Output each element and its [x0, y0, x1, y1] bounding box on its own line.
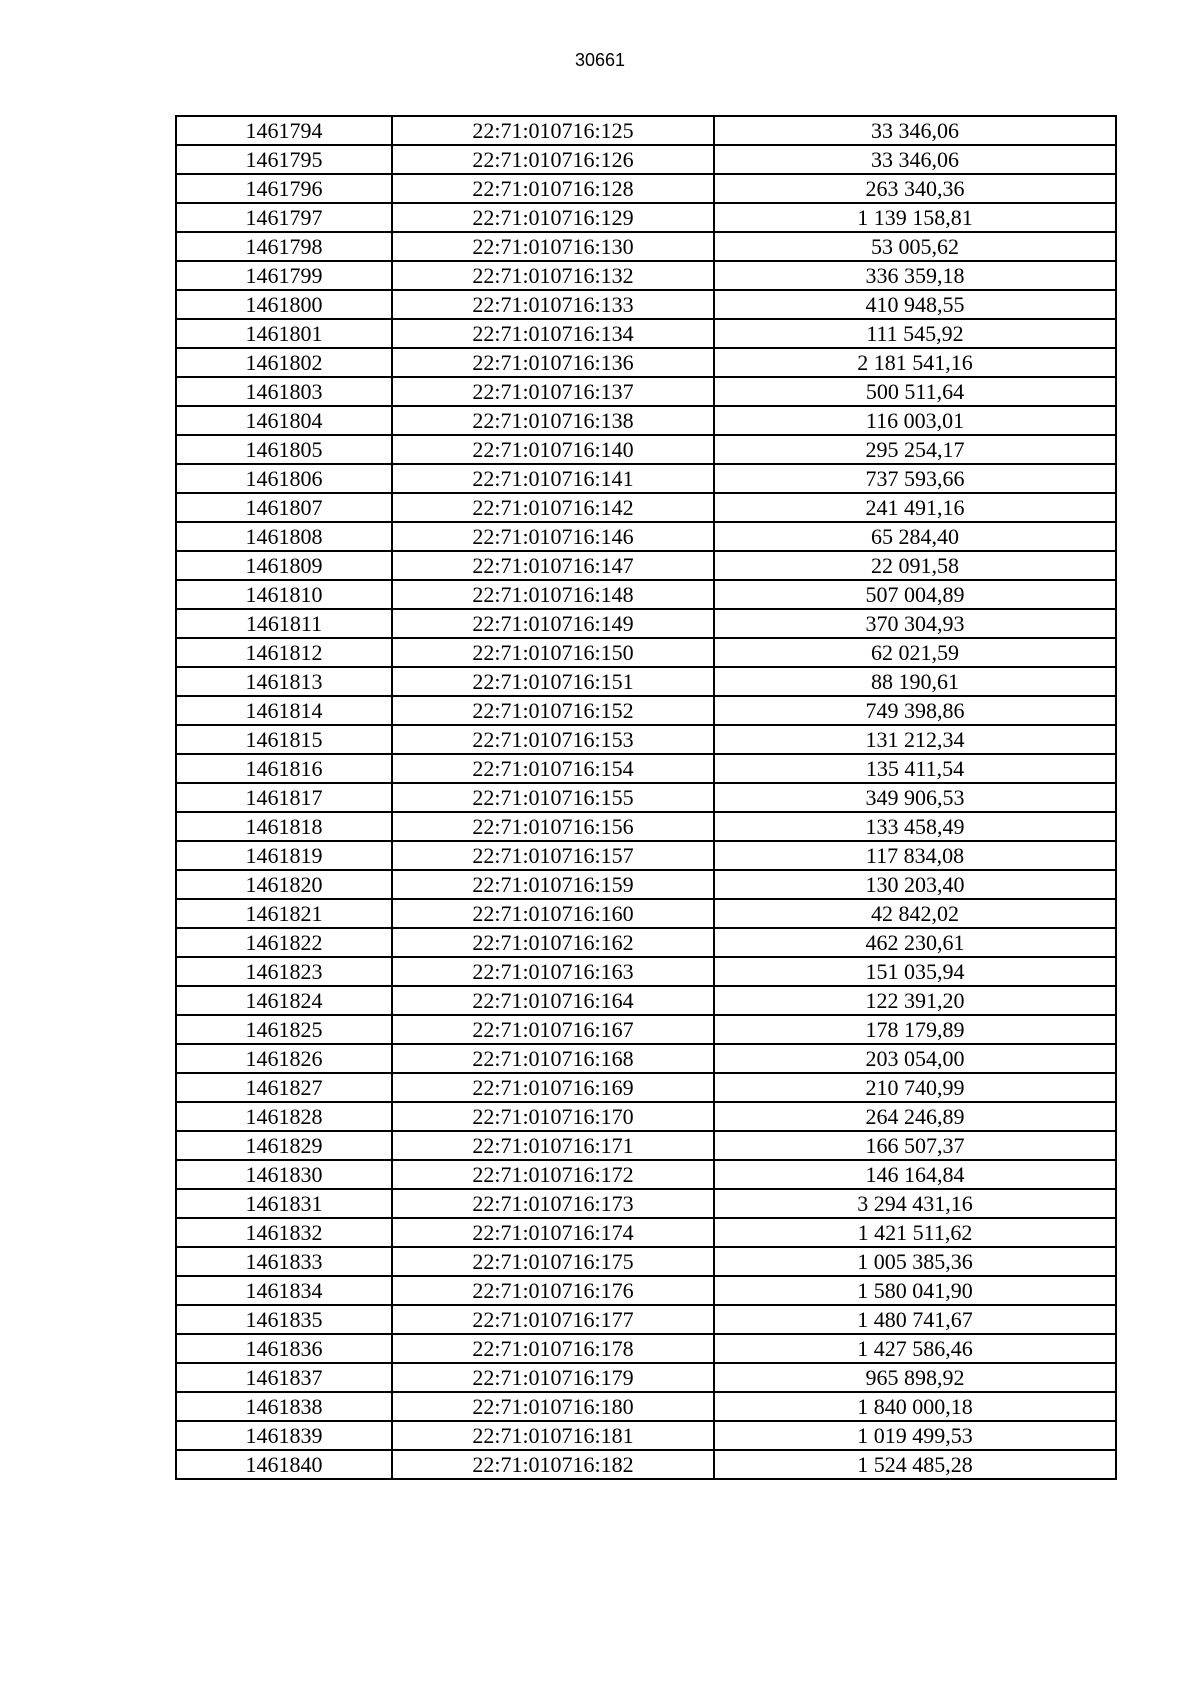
- cadastral-number-cell: 22:71:010716:174: [392, 1218, 714, 1247]
- row-number-cell: 1461828: [176, 1102, 392, 1131]
- value-cell: 178 179,89: [714, 1015, 1116, 1044]
- cadastral-number-cell: 22:71:010716:140: [392, 435, 714, 464]
- table-row: [176, 1073, 1116, 1102]
- cadastral-number-cell: 22:71:010716:162: [392, 928, 714, 957]
- value-cell: 53 005,62: [714, 232, 1116, 261]
- row-number-cell: 1461820: [176, 870, 392, 899]
- row-number-cell: 1461823: [176, 957, 392, 986]
- row-number-cell: 1461839: [176, 1421, 392, 1450]
- row-number-cell: 1461829: [176, 1131, 392, 1160]
- row-number-cell: 1461827: [176, 1073, 392, 1102]
- cadastral-number-cell: 22:71:010716:126: [392, 145, 714, 174]
- value-cell: 111 545,92: [714, 319, 1116, 348]
- cadastral-number-cell: 22:71:010716:153: [392, 725, 714, 754]
- row-number-cell: 1461815: [176, 725, 392, 754]
- cadastral-number-cell: 22:71:010716:142: [392, 493, 714, 522]
- table-body: [176, 116, 1116, 1479]
- value-cell: 1 480 741,67: [714, 1305, 1116, 1334]
- cadastral-number-cell: 22:71:010716:129: [392, 203, 714, 232]
- table-row: [176, 1305, 1116, 1334]
- cadastral-number-cell: 22:71:010716:147: [392, 551, 714, 580]
- table-row: [176, 1450, 1116, 1479]
- row-number-cell: 1461804: [176, 406, 392, 435]
- cadastral-number-cell: 22:71:010716:138: [392, 406, 714, 435]
- table-row: [176, 1392, 1116, 1421]
- table-row: [176, 203, 1116, 232]
- table-row: [176, 1189, 1116, 1218]
- table-row: [176, 783, 1116, 812]
- row-number-cell: 1461838: [176, 1392, 392, 1421]
- cadastral-number-cell: 22:71:010716:128: [392, 174, 714, 203]
- row-number-cell: 1461812: [176, 638, 392, 667]
- table-row: [176, 667, 1116, 696]
- value-cell: 500 511,64: [714, 377, 1116, 406]
- cadastral-number-cell: 22:71:010716:156: [392, 812, 714, 841]
- table-row: [176, 899, 1116, 928]
- cadastral-number-cell: 22:71:010716:130: [392, 232, 714, 261]
- table-row: [176, 406, 1116, 435]
- cadastral-number-cell: 22:71:010716:167: [392, 1015, 714, 1044]
- value-cell: 264 246,89: [714, 1102, 1116, 1131]
- row-number-cell: 1461831: [176, 1189, 392, 1218]
- value-cell: 349 906,53: [714, 783, 1116, 812]
- table-row: [176, 522, 1116, 551]
- row-number-cell: 1461824: [176, 986, 392, 1015]
- value-cell: 241 491,16: [714, 493, 1116, 522]
- cadastral-number-cell: 22:71:010716:137: [392, 377, 714, 406]
- cadastral-number-cell: 22:71:010716:132: [392, 261, 714, 290]
- cadastral-number-cell: 22:71:010716:136: [392, 348, 714, 377]
- table-row: [176, 1160, 1116, 1189]
- cadastral-number-cell: 22:71:010716:175: [392, 1247, 714, 1276]
- table-row: [176, 986, 1116, 1015]
- table-row: [176, 1102, 1116, 1131]
- row-number-cell: 1461797: [176, 203, 392, 232]
- cadastral-number-cell: 22:71:010716:163: [392, 957, 714, 986]
- value-cell: 295 254,17: [714, 435, 1116, 464]
- value-cell: 65 284,40: [714, 522, 1116, 551]
- cadastral-number-cell: 22:71:010716:164: [392, 986, 714, 1015]
- value-cell: 1 421 511,62: [714, 1218, 1116, 1247]
- cadastral-number-cell: 22:71:010716:180: [392, 1392, 714, 1421]
- cadastral-number-cell: 22:71:010716:150: [392, 638, 714, 667]
- cadastral-number-cell: 22:71:010716:169: [392, 1073, 714, 1102]
- table-row: [176, 609, 1116, 638]
- table-row: [176, 870, 1116, 899]
- value-cell: 22 091,58: [714, 551, 1116, 580]
- value-cell: 3 294 431,16: [714, 1189, 1116, 1218]
- value-cell: 370 304,93: [714, 609, 1116, 638]
- table-row: [176, 1044, 1116, 1073]
- row-number-cell: 1461811: [176, 609, 392, 638]
- row-number-cell: 1461813: [176, 667, 392, 696]
- table-row: [176, 1218, 1116, 1247]
- cadastral-number-cell: 22:71:010716:146: [392, 522, 714, 551]
- cadastral-number-cell: 22:71:010716:159: [392, 870, 714, 899]
- row-number-cell: 1461821: [176, 899, 392, 928]
- table-row: [176, 435, 1116, 464]
- cadastral-number-cell: 22:71:010716:134: [392, 319, 714, 348]
- row-number-cell: 1461808: [176, 522, 392, 551]
- value-cell: 135 411,54: [714, 754, 1116, 783]
- row-number-cell: 1461833: [176, 1247, 392, 1276]
- row-number-cell: 1461805: [176, 435, 392, 464]
- table-row: [176, 841, 1116, 870]
- value-cell: 263 340,36: [714, 174, 1116, 203]
- row-number-cell: 1461822: [176, 928, 392, 957]
- cadastral-number-cell: 22:71:010716:177: [392, 1305, 714, 1334]
- table-row: [176, 261, 1116, 290]
- value-cell: 1 427 586,46: [714, 1334, 1116, 1363]
- value-cell: 749 398,86: [714, 696, 1116, 725]
- value-cell: 1 840 000,18: [714, 1392, 1116, 1421]
- row-number-cell: 1461826: [176, 1044, 392, 1073]
- value-cell: 116 003,01: [714, 406, 1116, 435]
- value-cell: 1 019 499,53: [714, 1421, 1116, 1450]
- row-number-cell: 1461834: [176, 1276, 392, 1305]
- table-row: [176, 1247, 1116, 1276]
- row-number-cell: 1461803: [176, 377, 392, 406]
- row-number-cell: 1461840: [176, 1450, 392, 1479]
- row-number-cell: 1461809: [176, 551, 392, 580]
- row-number-cell: 1461810: [176, 580, 392, 609]
- value-cell: 2 181 541,16: [714, 348, 1116, 377]
- value-cell: 210 740,99: [714, 1073, 1116, 1102]
- table-row: [176, 1131, 1116, 1160]
- value-cell: 122 391,20: [714, 986, 1116, 1015]
- cadastral-number-cell: 22:71:010716:155: [392, 783, 714, 812]
- cadastral-number-cell: 22:71:010716:152: [392, 696, 714, 725]
- table-row: [176, 232, 1116, 261]
- cadastral-number-cell: 22:71:010716:168: [392, 1044, 714, 1073]
- cadastral-number-cell: 22:71:010716:172: [392, 1160, 714, 1189]
- cadastral-number-cell: 22:71:010716:149: [392, 609, 714, 638]
- table-row: [176, 145, 1116, 174]
- table-row: [176, 1334, 1116, 1363]
- cadastral-number-cell: 22:71:010716:133: [392, 290, 714, 319]
- row-number-cell: 1461835: [176, 1305, 392, 1334]
- cadastral-number-cell: 22:71:010716:181: [392, 1421, 714, 1450]
- cadastral-number-cell: 22:71:010716:154: [392, 754, 714, 783]
- value-cell: 88 190,61: [714, 667, 1116, 696]
- page-number: 30661: [574, 50, 626, 70]
- value-cell: 965 898,92: [714, 1363, 1116, 1392]
- cadastral-number-cell: 22:71:010716:182: [392, 1450, 714, 1479]
- cadastral-number-cell: 22:71:010716:178: [392, 1334, 714, 1363]
- table-row: [176, 725, 1116, 754]
- table-row: [176, 174, 1116, 203]
- table-row: [176, 957, 1116, 986]
- row-number-cell: 1461798: [176, 232, 392, 261]
- value-cell: 1 580 041,90: [714, 1276, 1116, 1305]
- value-cell: 1 005 385,36: [714, 1247, 1116, 1276]
- row-number-cell: 1461794: [176, 116, 392, 145]
- value-cell: 62 021,59: [714, 638, 1116, 667]
- value-cell: 33 346,06: [714, 116, 1116, 145]
- value-cell: 117 834,08: [714, 841, 1116, 870]
- cadastral-number-cell: 22:71:010716:125: [392, 116, 714, 145]
- table-row: [176, 754, 1116, 783]
- table-row: [176, 1276, 1116, 1305]
- table-row: [176, 290, 1116, 319]
- row-number-cell: 1461814: [176, 696, 392, 725]
- cadastral-number-cell: 22:71:010716:141: [392, 464, 714, 493]
- row-number-cell: 1461825: [176, 1015, 392, 1044]
- table-row: [176, 493, 1116, 522]
- row-number-cell: 1461818: [176, 812, 392, 841]
- value-cell: 1 139 158,81: [714, 203, 1116, 232]
- table-row: [176, 696, 1116, 725]
- table-row: [176, 464, 1116, 493]
- value-cell: 203 054,00: [714, 1044, 1116, 1073]
- table-row: [176, 116, 1116, 145]
- table-row: [176, 812, 1116, 841]
- value-cell: 166 507,37: [714, 1131, 1116, 1160]
- table-row: [176, 1421, 1116, 1450]
- value-cell: 146 164,84: [714, 1160, 1116, 1189]
- value-cell: 131 212,34: [714, 725, 1116, 754]
- cadastral-number-cell: 22:71:010716:179: [392, 1363, 714, 1392]
- row-number-cell: 1461799: [176, 261, 392, 290]
- cadastral-number-cell: 22:71:010716:151: [392, 667, 714, 696]
- row-number-cell: 1461816: [176, 754, 392, 783]
- row-number-cell: 1461796: [176, 174, 392, 203]
- cadastral-number-cell: 22:71:010716:160: [392, 899, 714, 928]
- row-number-cell: 1461832: [176, 1218, 392, 1247]
- row-number-cell: 1461806: [176, 464, 392, 493]
- value-cell: 1 524 485,28: [714, 1450, 1116, 1479]
- table-row: [176, 1363, 1116, 1392]
- value-cell: 737 593,66: [714, 464, 1116, 493]
- table-row: [176, 638, 1116, 667]
- row-number-cell: 1461830: [176, 1160, 392, 1189]
- row-number-cell: 1461836: [176, 1334, 392, 1363]
- cadastral-number-cell: 22:71:010716:157: [392, 841, 714, 870]
- cadastral-number-cell: 22:71:010716:176: [392, 1276, 714, 1305]
- table-row: [176, 377, 1116, 406]
- row-number-cell: 1461837: [176, 1363, 392, 1392]
- value-cell: 42 842,02: [714, 899, 1116, 928]
- data-table: [175, 115, 1117, 1480]
- value-cell: 130 203,40: [714, 870, 1116, 899]
- table-row: [176, 580, 1116, 609]
- table-row: [176, 928, 1116, 957]
- cadastral-number-cell: 22:71:010716:173: [392, 1189, 714, 1218]
- row-number-cell: 1461807: [176, 493, 392, 522]
- row-number-cell: 1461802: [176, 348, 392, 377]
- value-cell: 410 948,55: [714, 290, 1116, 319]
- value-cell: 33 346,06: [714, 145, 1116, 174]
- table-row: [176, 348, 1116, 377]
- table-row: [176, 319, 1116, 348]
- row-number-cell: 1461817: [176, 783, 392, 812]
- value-cell: 336 359,18: [714, 261, 1116, 290]
- row-number-cell: 1461819: [176, 841, 392, 870]
- value-cell: 151 035,94: [714, 957, 1116, 986]
- cadastral-number-cell: 22:71:010716:148: [392, 580, 714, 609]
- row-number-cell: 1461801: [176, 319, 392, 348]
- row-number-cell: 1461795: [176, 145, 392, 174]
- cadastral-number-cell: 22:71:010716:170: [392, 1102, 714, 1131]
- table-row: [176, 551, 1116, 580]
- value-cell: 507 004,89: [714, 580, 1116, 609]
- value-cell: 462 230,61: [714, 928, 1116, 957]
- table-row: [176, 1015, 1116, 1044]
- cadastral-number-cell: 22:71:010716:171: [392, 1131, 714, 1160]
- row-number-cell: 1461800: [176, 290, 392, 319]
- value-cell: 133 458,49: [714, 812, 1116, 841]
